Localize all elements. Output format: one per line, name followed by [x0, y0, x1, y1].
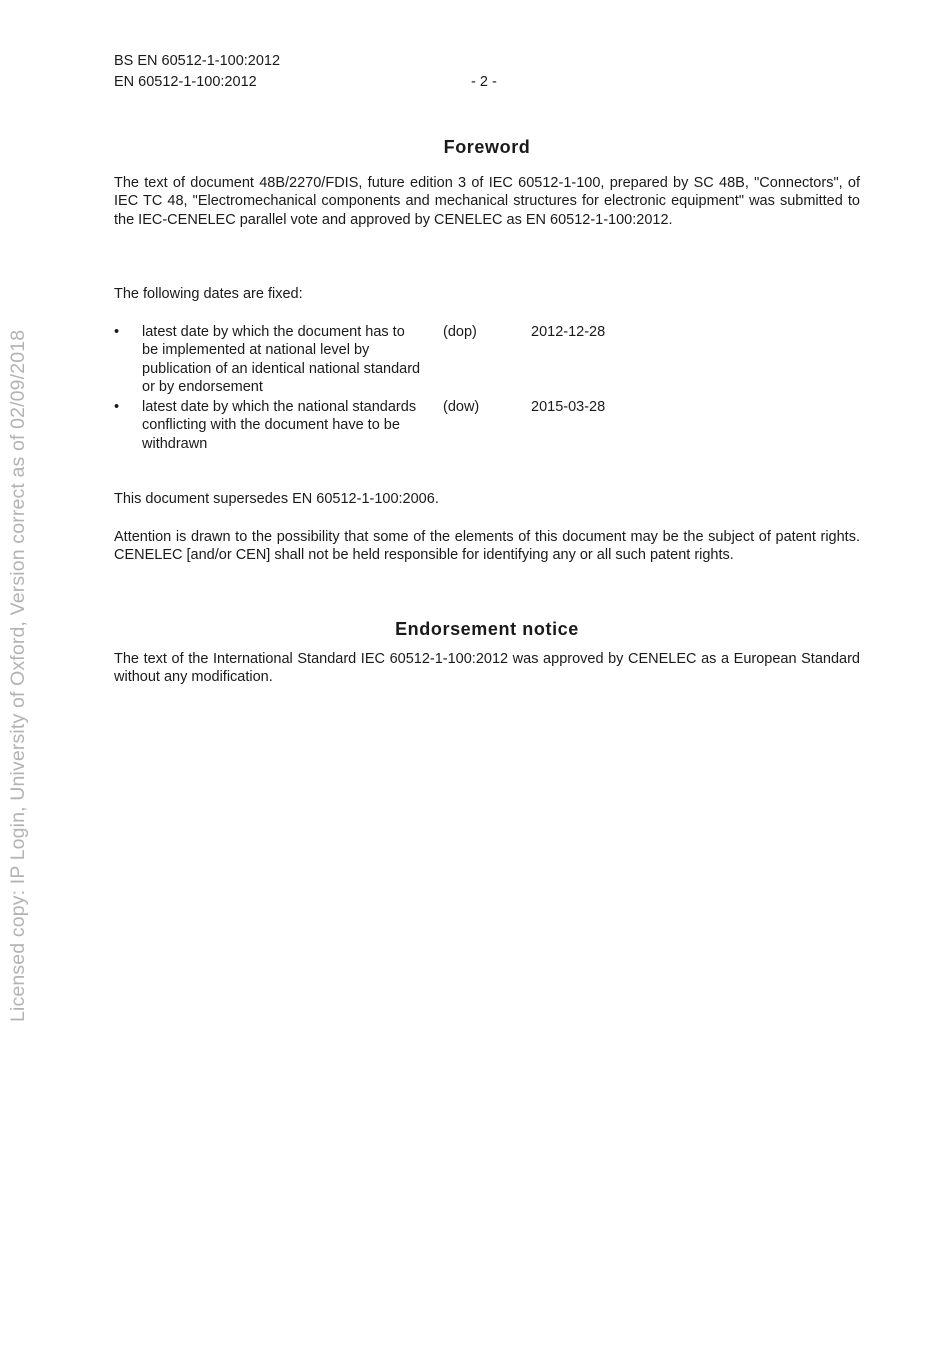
endorsement-paragraph: The text of the International Standard IEC 60512-1-100:2012 was approved by CENELEC as a European Standard without any modification.	[114, 651, 860, 686]
supersedes-paragraph: This document supersedes EN 60512-1-100:2006.	[114, 491, 439, 507]
page-number: - 2 -	[471, 74, 497, 90]
date-abbreviation: (dow)	[443, 399, 480, 415]
date-value: 2015-03-28	[531, 399, 606, 415]
patent-attention-paragraph: Attention is drawn to the possibility that some of the elements of this document may be the subject of patent rights. CENELEC [and/or CEN] shall not be held responsible for identifying any or all such patent rights.	[114, 529, 860, 564]
header-bs-reference: BS EN 60512-1-100:2012	[114, 53, 281, 69]
endorsement-heading: Endorsement notice	[395, 619, 579, 639]
foreword-heading: Foreword	[443, 137, 531, 157]
date-description: latest date by which the national standards conflicting with the document have to be withdrawn	[142, 399, 417, 452]
bullet-point: •	[114, 324, 120, 340]
bullet-point: •	[114, 399, 120, 415]
date-abbreviation: (dop)	[443, 324, 477, 340]
date-description: latest date by which the document has to be implemented at national level by publication of an identical national standard or by endorsement	[142, 324, 421, 396]
header-en-reference: EN 60512-1-100:2012	[114, 74, 257, 90]
foreword-intro-paragraph: The text of document 48B/2270/FDIS, future edition 3 of IEC 60512-1-100, prepared by SC 48B, "Connectors", of IEC TC 48, "Electromechanical components and mechanical structures for electronic equipment" was submitted to the IEC-CENELEC parallel vote and approved by CENELEC as EN 60512-1-100:2012.	[114, 175, 860, 228]
license-watermark: Licensed copy: IP Login, University of Oxford, Version correct as of 02/09/2018	[7, 329, 29, 1022]
date-value: 2012-12-28	[531, 324, 606, 340]
dates-intro-paragraph: The following dates are fixed:	[114, 286, 303, 302]
